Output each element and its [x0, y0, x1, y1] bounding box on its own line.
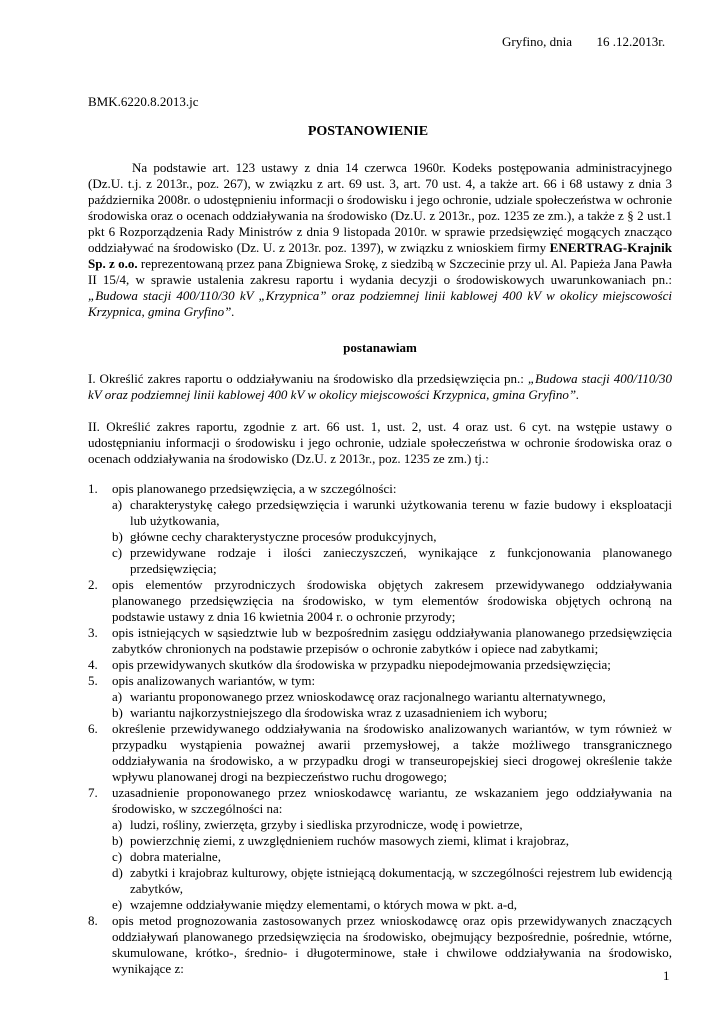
list-item — [88, 577, 672, 625]
list-subitem — [112, 529, 672, 545]
subitem-letter: b) — [112, 529, 123, 544]
item-text: opis przewidywanych skutków dla środowiska w przypadku niepodejmowania przedsięwzięcia; — [112, 657, 611, 672]
subitem-text: ludzi, rośliny, zwierzęta, grzyby i siedliska przyrodnicze, wodę i powietrze, — [130, 817, 523, 832]
subitem-letter: a) — [112, 689, 123, 704]
decision-heading: postanawiam — [343, 340, 417, 355]
subitem-text: zabytki i krajobraz kulturowy, objęte istniejącą dokumentacją, w szczególności rejestrem lub ewidencją zabytków, — [130, 865, 672, 896]
list-subitem — [112, 897, 672, 913]
list-item — [88, 625, 672, 657]
list-subitem — [112, 689, 672, 705]
item-number: 8. — [88, 913, 98, 928]
item-text: uzasadnienie proponowanego przez wnioskodawcę wariantu, ze wskazaniem jego oddziaływania na środowisko, w szczególności na: — [112, 785, 672, 816]
subitem-letter: d) — [112, 865, 123, 880]
intro-text-part1: Na podstawie art. 123 ustawy z dnia 14 czerwca 1960r. Kodeks postępowania administracyjnego (Dz.U. t.j. z 2013r., poz. 267), w związku z art. 69 ust. 3, art. 70 ust. 4, a także art. 66 i 68 ustawy z dnia 3 października 2008r. o udostępnieniu informacji o środowisku i jego ochronie, udziale społeczeństwa w ochronie środowiska oraz o ocenach oddziaływania na środowisko (Dz.U. z 2013r., poz. 1235 ze zm.), a także z § 2 ust.1 pkt 6 Rozporządzenia Rady Ministrów z dnia 9 listopada 2010r. w sprawie przedsięwzięć mogących znacząco oddziaływać na środowisko (Dz. U. z 2013r. poz. 1397), w związku z wnioskiem firmy — [88, 160, 672, 255]
list-subitem — [112, 849, 672, 865]
subitem-text: wzajemne oddziaływanie między elementami, o których mowa w pkt. a-d, — [130, 897, 517, 912]
reference-number: BMK.6220.8.2013.jc — [88, 94, 199, 109]
subitem-letter: e) — [112, 897, 123, 912]
item-number: 1. — [88, 481, 98, 496]
company-name: ENERTRAG-Krajnik Sp. z o.o. — [88, 240, 672, 271]
list-item — [88, 785, 672, 817]
subitem-text: charakterystykę całego przedsięwzięcia i warunki użytkowania terenu w fazie budowy i eksploatacji lub użytkowania, — [130, 497, 672, 528]
list-item — [88, 721, 672, 785]
item-number: 6. — [88, 721, 98, 736]
list-item — [88, 913, 672, 977]
item-text: opis planowanego przedsięwzięcia, a w szczególności: — [112, 481, 397, 496]
subitem-letter: b) — [112, 705, 123, 720]
intro-paragraph — [88, 160, 672, 320]
subitem-letter: b) — [112, 833, 123, 848]
section-1-project-name: „Budowa stacji 400/110/30 kV oraz podziemnej linii kablowej 400 kV w okolicy miejscowości Krzypnica, gmina Gryfino”. — [88, 371, 672, 402]
list-subitem — [112, 545, 672, 577]
list-item — [88, 481, 672, 497]
list-item — [88, 657, 672, 673]
subitem-text: powierzchnię ziemi, z uwzględnieniem ruchów masowych ziemi, klimat i krajobraz, — [130, 833, 569, 848]
item-number: 3. — [88, 625, 98, 640]
subitem-text: wariantu najkorzystniejszego dla środowiska wraz z uzasadnieniem ich wyboru; — [130, 705, 548, 720]
item-text: opis analizowanych wariantów, w tym: — [112, 673, 316, 688]
list-subitem — [112, 497, 672, 529]
intro-text-part2: reprezentowaną przez pana Zbigniewa Srokę, z siedzibą w Szczecinie przy ul. Al. Papieża Jana Pawła II 15/4, w sprawie ustalenia zakresu raportu i wydania decyzji o środowiskowych uwarunkowaniach pn.: — [88, 256, 672, 287]
item-number: 7. — [88, 785, 98, 800]
subitem-text: przewidywane rodzaje i ilości zanieczyszczeń, wynikające z funkcjonowania planowanego przedsięwzięcia; — [130, 545, 672, 576]
subitem-letter: a) — [112, 817, 123, 832]
subitem-letter: a) — [112, 497, 123, 512]
section-2: II. Określić zakres raportu, zgodnie z art. 66 ust. 1, ust. 2, ust. 4 oraz ust. 6 cyt. na wstępie ustawy o udostępnianiu informacji o środowisku i jego ochronie, udziale społeczeństwa w ochronie środowiska oraz o ocenach oddziaływania na środowisko (Dz.U. z 2013r., poz. 1235 ze zm.) tj.: — [88, 419, 672, 466]
item-number: 2. — [88, 577, 98, 592]
section-1 — [88, 371, 672, 403]
document-title: POSTANOWIENIE — [307, 124, 429, 139]
list-item — [88, 673, 672, 689]
item-number: 4. — [88, 657, 98, 672]
subitem-letter: c) — [112, 545, 123, 560]
place-label: Gryfino, dnia — [502, 34, 573, 49]
place-date-line — [502, 34, 665, 50]
list-subitem — [112, 833, 672, 849]
subitem-text: główne cechy charakterystyczne procesów produkcyjnych, — [130, 529, 437, 544]
list-subitem — [112, 817, 672, 833]
subitem-text: dobra materialne, — [130, 849, 221, 864]
document-date: 16 .12.2013r. — [596, 34, 666, 49]
list-subitem — [112, 705, 672, 721]
project-name: „Budowa stacji 400/110/30 kV „Krzypnica” oraz podziemnej linii kablowej 400 kV w okolicy miejscowości Krzypnica, gmina Gryfino”. — [88, 288, 672, 319]
section-1-text: I. Określić zakres raportu o oddziaływaniu na środowisko dla przedsięwzięcia pn.: — [88, 371, 528, 386]
page-number: 1 — [663, 968, 670, 983]
subitem-letter: c) — [112, 849, 123, 864]
item-number: 5. — [88, 673, 98, 688]
item-text: opis istniejących w sąsiedztwie lub w bezpośrednim zasięgu oddziaływania planowanego przedsięwzięcia zabytków chronionych na podstawie przepisów o ochronie zabytków i opiece nad zabytkami; — [112, 625, 672, 656]
item-text: opis elementów przyrodniczych środowiska objętych zakresem przewidywanego oddziaływania planowanego przedsięwzięcia na środowisko, w tym elementów środowiska objętych ochroną na podstawie ustawy z dnia 16 kwietnia 2004 r. o ochronie przyrody; — [112, 577, 672, 624]
item-text: opis metod prognozowania zastosowanych przez wnioskodawcę oraz opis przewidywanych znaczących oddziaływań planowanego przedsięwzięcia na środowisko, obejmujący bezpośrednie, pośrednie, wtórne, skumulowane, krótko-, średnio- i długoterminowe, stałe i chwilowe oddziaływania na środowisko, wynikające z: — [112, 913, 672, 976]
item-text: określenie przewidywanego oddziaływania na środowisko analizowanych wariantów, w tym również w przypadku wystąpienia poważnej awarii przemysłowej, a także możliwego transgranicznego oddziaływania na środowisko, a w przypadku drogi w transeuropejskiej sieci drogowej określenie także wpływu planowanej drogi na bezpieczeństwo ruchu drogowego; — [112, 721, 672, 784]
subitem-text: wariantu proponowanego przez wnioskodawcę oraz racjonalnego wariantu alternatywnego, — [130, 689, 606, 704]
list-subitem — [112, 865, 672, 897]
